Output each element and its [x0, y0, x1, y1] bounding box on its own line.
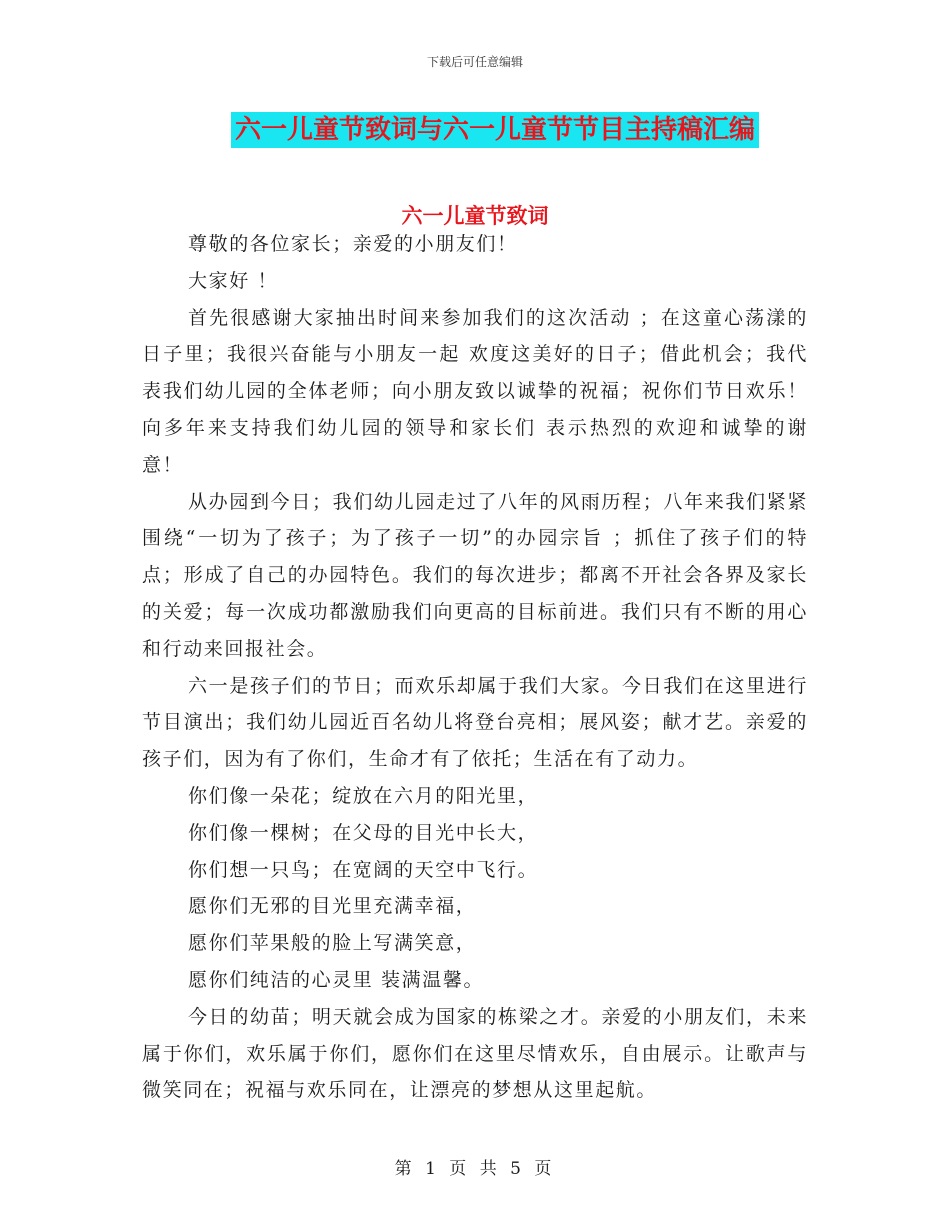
page-header-note: 下载后可任意编辑	[426, 55, 523, 69]
body-text	[142, 226, 808, 1109]
section-title: 六一儿童节致词	[401, 204, 549, 228]
paragraph: 从办园到今日；我们幼儿园走过了八年的风雨历程；八年来我们紧紧围绕“一切为了孩子；为了孩子一切”的办园宗旨 ；抓住了孩子们的特点；形成了自己的办园特色。我们的每次进步；都离不开社会各界及家长的关爱；每一次成功都激励我们向更高的目标前进。我们只有不断的用心和行动来回报社会。	[142, 490, 808, 660]
paragraph: 愿你们无邪的目光里充满幸福，	[188, 895, 477, 918]
document-title-text: 六一儿童节致词与六一儿童节节目主持稿汇编	[231, 112, 759, 148]
document-title	[0, 112, 950, 148]
paragraph: 你们像一朵花；绽放在六月的阳光里，	[188, 784, 539, 807]
paragraph: 今日的幼苗；明天就会成为国家的栋梁之才。亲爱的小朋友们，未来属于你们，欢乐属于你们，愿你们在这里尽情欢乐，自由展示。让歌声与微笑同在；祝福与欢乐同在，让漂亮的梦想从这里起航。	[142, 1005, 808, 1102]
paragraph: 首先很感谢大家抽出时间来参加我们的这次活动 ；在这童心荡漾的日子里；我很兴奋能与小朋友一起 欢度这美好的日子；借此机会；我代表我们幼儿园的全体老师；向小朋友致以诚挚的祝福；祝你们节日欢乐！向多年来支持我们幼儿园的领导和家长们 表示热烈的欢迎和诚挚的谢意！	[142, 306, 808, 476]
paragraph: 你们想一只鸟；在宽阔的天空中飞行。	[188, 858, 539, 881]
paragraph: 尊敬的各位家长；亲爱的小朋友们！	[188, 233, 518, 255]
paragraph: 六一是孩子们的节日；而欢乐却属于我们大家。今日我们在这里进行节目演出；我们幼儿园近百名幼儿将登台亮相；展风姿；献才艺。亲爱的孩子们，因为有了你们，生命才有了依托；生活在有了动力。	[142, 674, 808, 771]
paragraph: 愿你们苹果般的脸上写满笑意，	[188, 932, 477, 955]
paragraph: 愿你们纯洁的心灵里 装满温馨。	[188, 968, 485, 991]
paragraph: 大家好 ！	[188, 269, 279, 292]
paragraph: 你们像一棵树；在父母的目光中长大，	[188, 821, 539, 844]
page-number: 第 1 页 共 5 页	[394, 1159, 556, 1179]
